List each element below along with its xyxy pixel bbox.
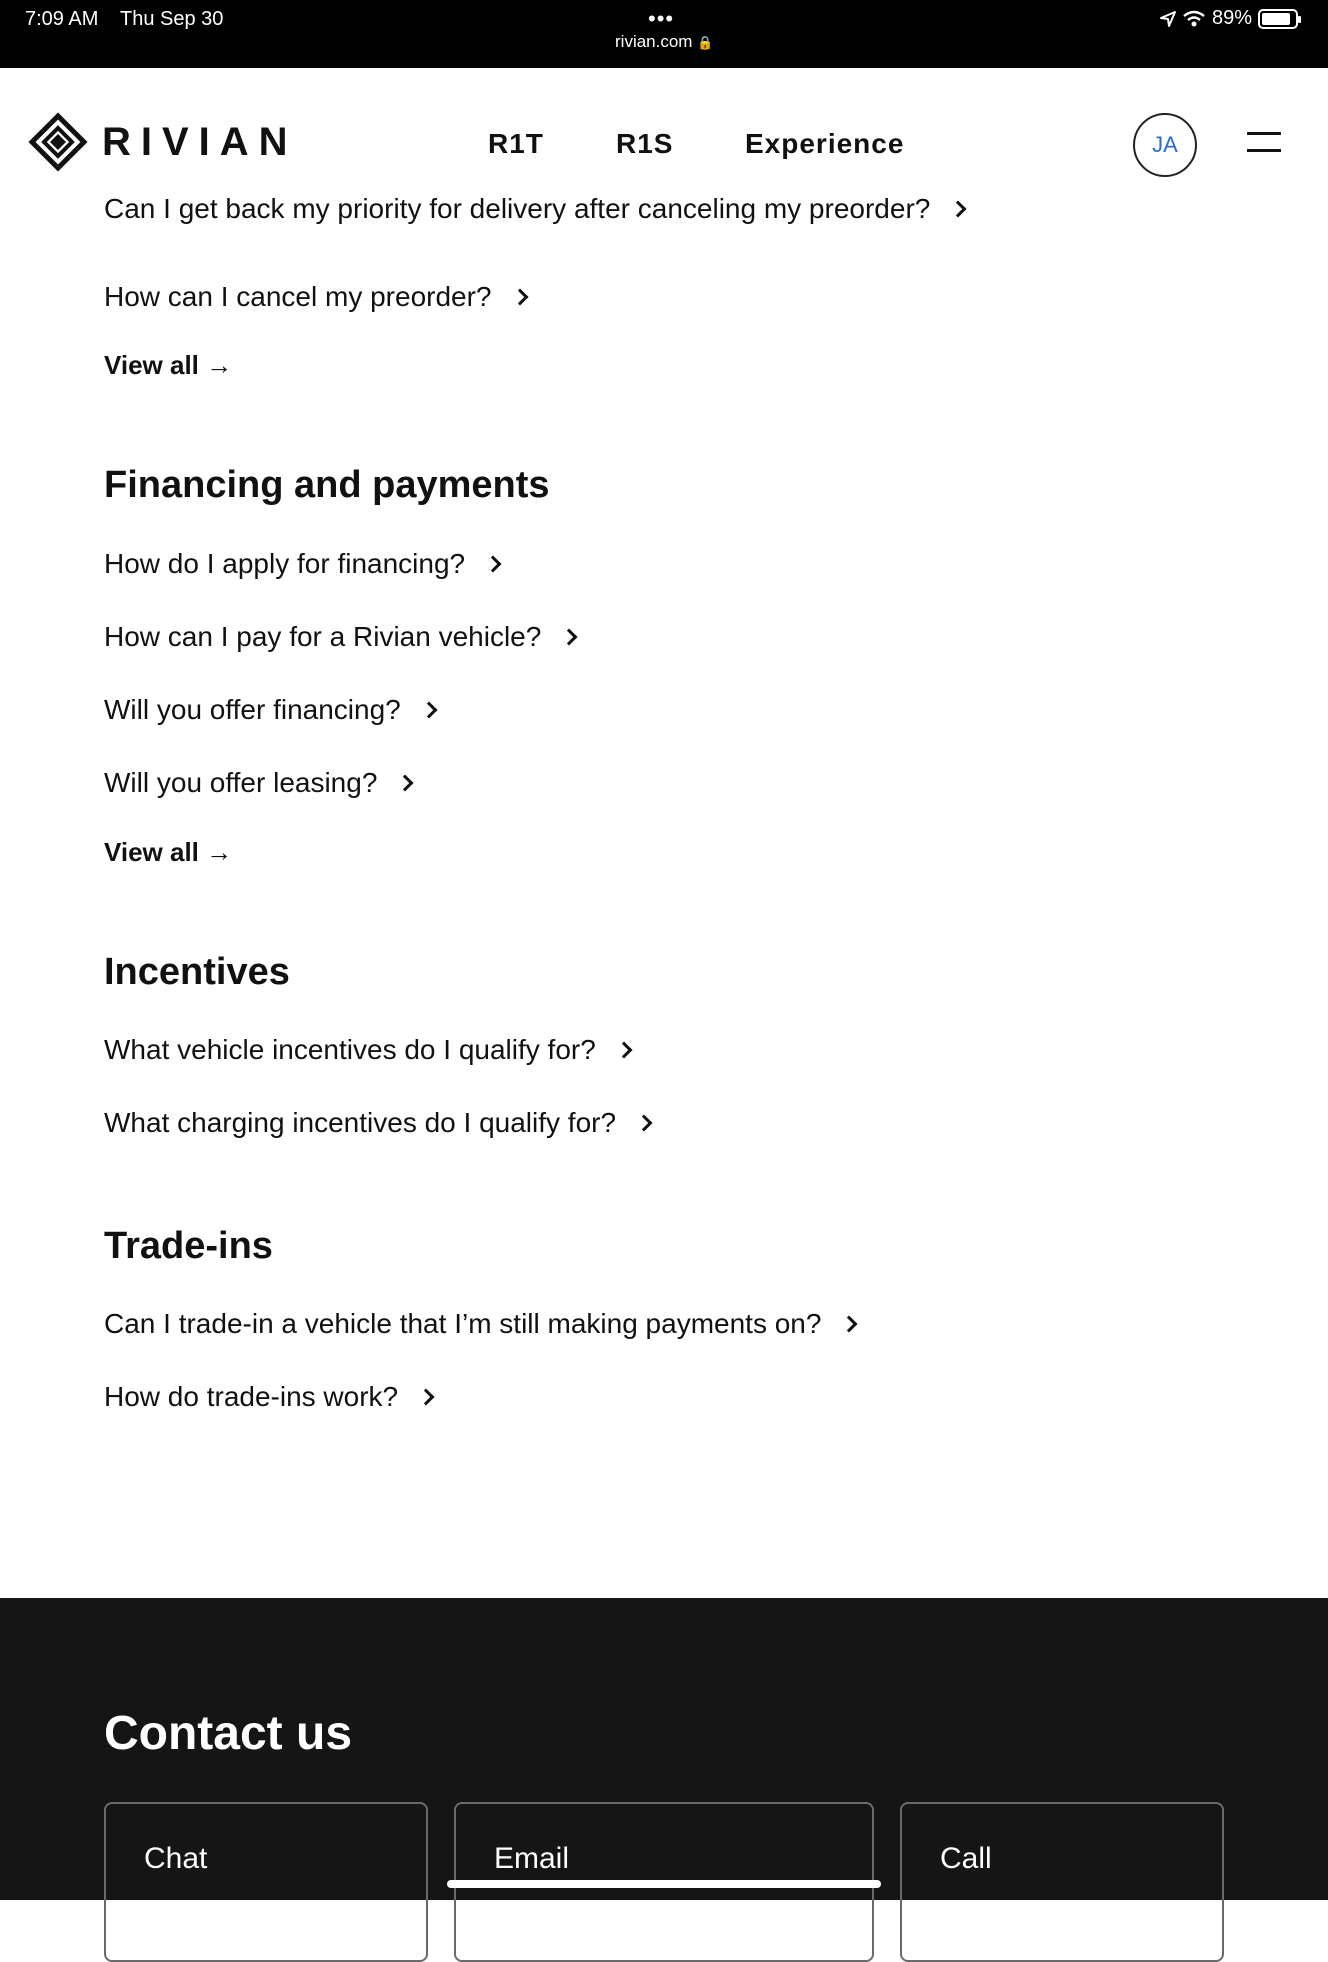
faq-question[interactable] bbox=[104, 548, 499, 580]
faq-question[interactable] bbox=[104, 767, 411, 799]
chevron-right-icon bbox=[636, 1115, 653, 1132]
faq-question[interactable] bbox=[104, 694, 435, 726]
section-title: Trade-ins bbox=[104, 1225, 273, 1267]
nav-r1s[interactable]: R1S bbox=[616, 128, 674, 159]
contact-title: Contact us bbox=[104, 1707, 353, 1760]
status-date: Thu Sep 30 bbox=[120, 8, 224, 30]
faq-question-text: What charging incentives do I qualify for? bbox=[104, 1107, 617, 1138]
faq-question-text: Will you offer leasing? bbox=[104, 767, 378, 798]
faq-question-text: How can I pay for a Rivian vehicle? bbox=[104, 621, 542, 652]
url-text: rivian.com bbox=[615, 32, 693, 51]
faq-question[interactable] bbox=[104, 1034, 630, 1066]
contact-chat-card[interactable] bbox=[104, 1802, 428, 1962]
battery-icon bbox=[1258, 9, 1298, 29]
section-title: Incentives bbox=[104, 951, 290, 993]
faq-question[interactable] bbox=[104, 621, 575, 653]
status-bar bbox=[0, 0, 1328, 68]
chevron-right-icon bbox=[561, 629, 578, 646]
chevron-right-icon bbox=[615, 1042, 632, 1059]
account-avatar[interactable]: JA bbox=[1133, 113, 1197, 177]
faq-question[interactable] bbox=[104, 1308, 855, 1340]
rivian-logo-icon bbox=[30, 114, 86, 170]
faq-content bbox=[0, 193, 1328, 1598]
faq-question-text: How do trade-ins work? bbox=[104, 1381, 399, 1412]
chevron-right-icon bbox=[485, 556, 502, 573]
home-indicator[interactable] bbox=[447, 1880, 881, 1888]
contact-section bbox=[0, 1598, 1328, 1900]
chevron-right-icon bbox=[397, 775, 414, 792]
faq-question-text: How can I cancel my preorder? bbox=[104, 281, 492, 312]
brand-name: RIVIAN bbox=[102, 119, 298, 164]
contact-email-label: Email bbox=[494, 1842, 570, 1875]
view-all-link[interactable]: View all → bbox=[104, 837, 233, 867]
status-time: 7:09 AM bbox=[25, 8, 99, 30]
rivian-logo[interactable] bbox=[30, 114, 298, 170]
lock-icon: 🔒 bbox=[697, 35, 714, 50]
browser-url[interactable] bbox=[615, 32, 713, 52]
contact-call-label: Call bbox=[940, 1842, 992, 1875]
faq-question[interactable] bbox=[104, 281, 526, 313]
wifi-icon bbox=[1182, 10, 1206, 28]
faq-question-text: Will you offer financing? bbox=[104, 694, 401, 725]
faq-question[interactable] bbox=[104, 1381, 432, 1413]
view-all-link[interactable]: View all → bbox=[104, 350, 233, 380]
status-right bbox=[1160, 7, 1298, 30]
contact-call-card[interactable] bbox=[900, 1802, 1224, 1962]
site-header bbox=[0, 68, 1328, 213]
browser-more-icon[interactable]: ••• bbox=[648, 6, 675, 31]
location-icon bbox=[1160, 11, 1176, 27]
faq-question-text: Can I trade-in a vehicle that I’m still making payments on? bbox=[104, 1308, 822, 1339]
battery-percent: 89% bbox=[1211, 7, 1252, 29]
faq-question[interactable] bbox=[104, 193, 964, 225]
faq-question-text: Can I get back my priority for delivery after canceling my preorder? bbox=[104, 193, 931, 224]
nav-experience[interactable]: Experience bbox=[745, 128, 905, 159]
chevron-right-icon bbox=[841, 1316, 858, 1333]
chevron-right-icon bbox=[950, 201, 967, 218]
chevron-right-icon bbox=[420, 702, 437, 719]
faq-question-text: How do I apply for financing? bbox=[104, 548, 466, 579]
chevron-right-icon bbox=[511, 289, 528, 306]
contact-chat-label: Chat bbox=[144, 1842, 208, 1875]
chevron-right-icon bbox=[418, 1389, 435, 1406]
nav-r1t[interactable]: R1T bbox=[488, 128, 544, 159]
faq-question-text: What vehicle incentives do I qualify for? bbox=[104, 1034, 596, 1065]
section-title: Financing and payments bbox=[104, 464, 550, 506]
faq-question[interactable] bbox=[104, 1107, 650, 1139]
menu-icon[interactable] bbox=[1247, 132, 1281, 158]
